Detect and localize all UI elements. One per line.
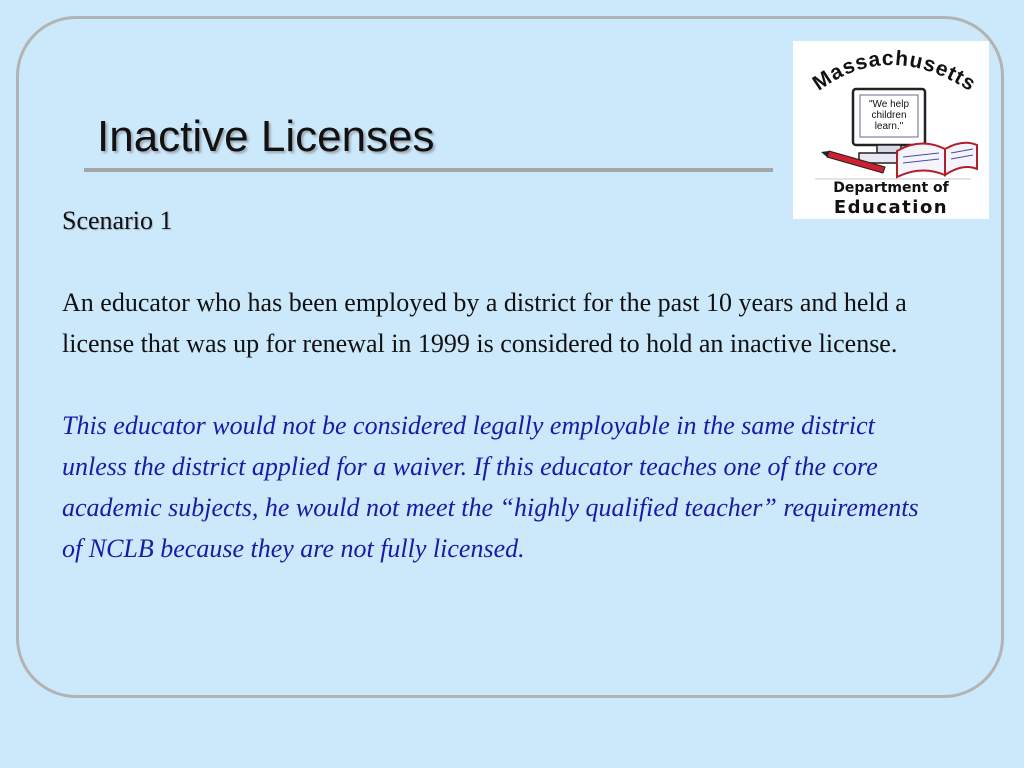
- logo-graphic: [793, 41, 989, 219]
- slide-body: [62, 200, 942, 569]
- logo-screen-line3: learn.": [874, 121, 904, 132]
- logo-screen-line1: "We help: [868, 99, 910, 110]
- logo-dept-line2: Education: [833, 197, 949, 218]
- slide-title: Inactive Licenses: [97, 112, 435, 161]
- book-icon: [897, 143, 977, 177]
- logo-screen-line2: children: [871, 110, 907, 121]
- scenario-note: This educator would not be considered legally employable in the same district unless the district applied for a waiver. If this educator teaches one of the core academic subjects, he would not meet the “highly qualified teacher” requirements of NCLB because they are not fully licensed.: [62, 411, 919, 563]
- logo-arc-text: Massachusetts: [808, 46, 981, 97]
- scenario-label: Scenario 1: [62, 206, 173, 235]
- massachusetts-doe-logo: [793, 41, 989, 219]
- scenario-description: An educator who has been employed by a district for the past 10 years and held a license that was up for renewal in 1999 is considered to hold an inactive license.: [62, 288, 907, 358]
- title-divider: [84, 168, 773, 172]
- logo-dept-line1: Department of: [833, 180, 949, 196]
